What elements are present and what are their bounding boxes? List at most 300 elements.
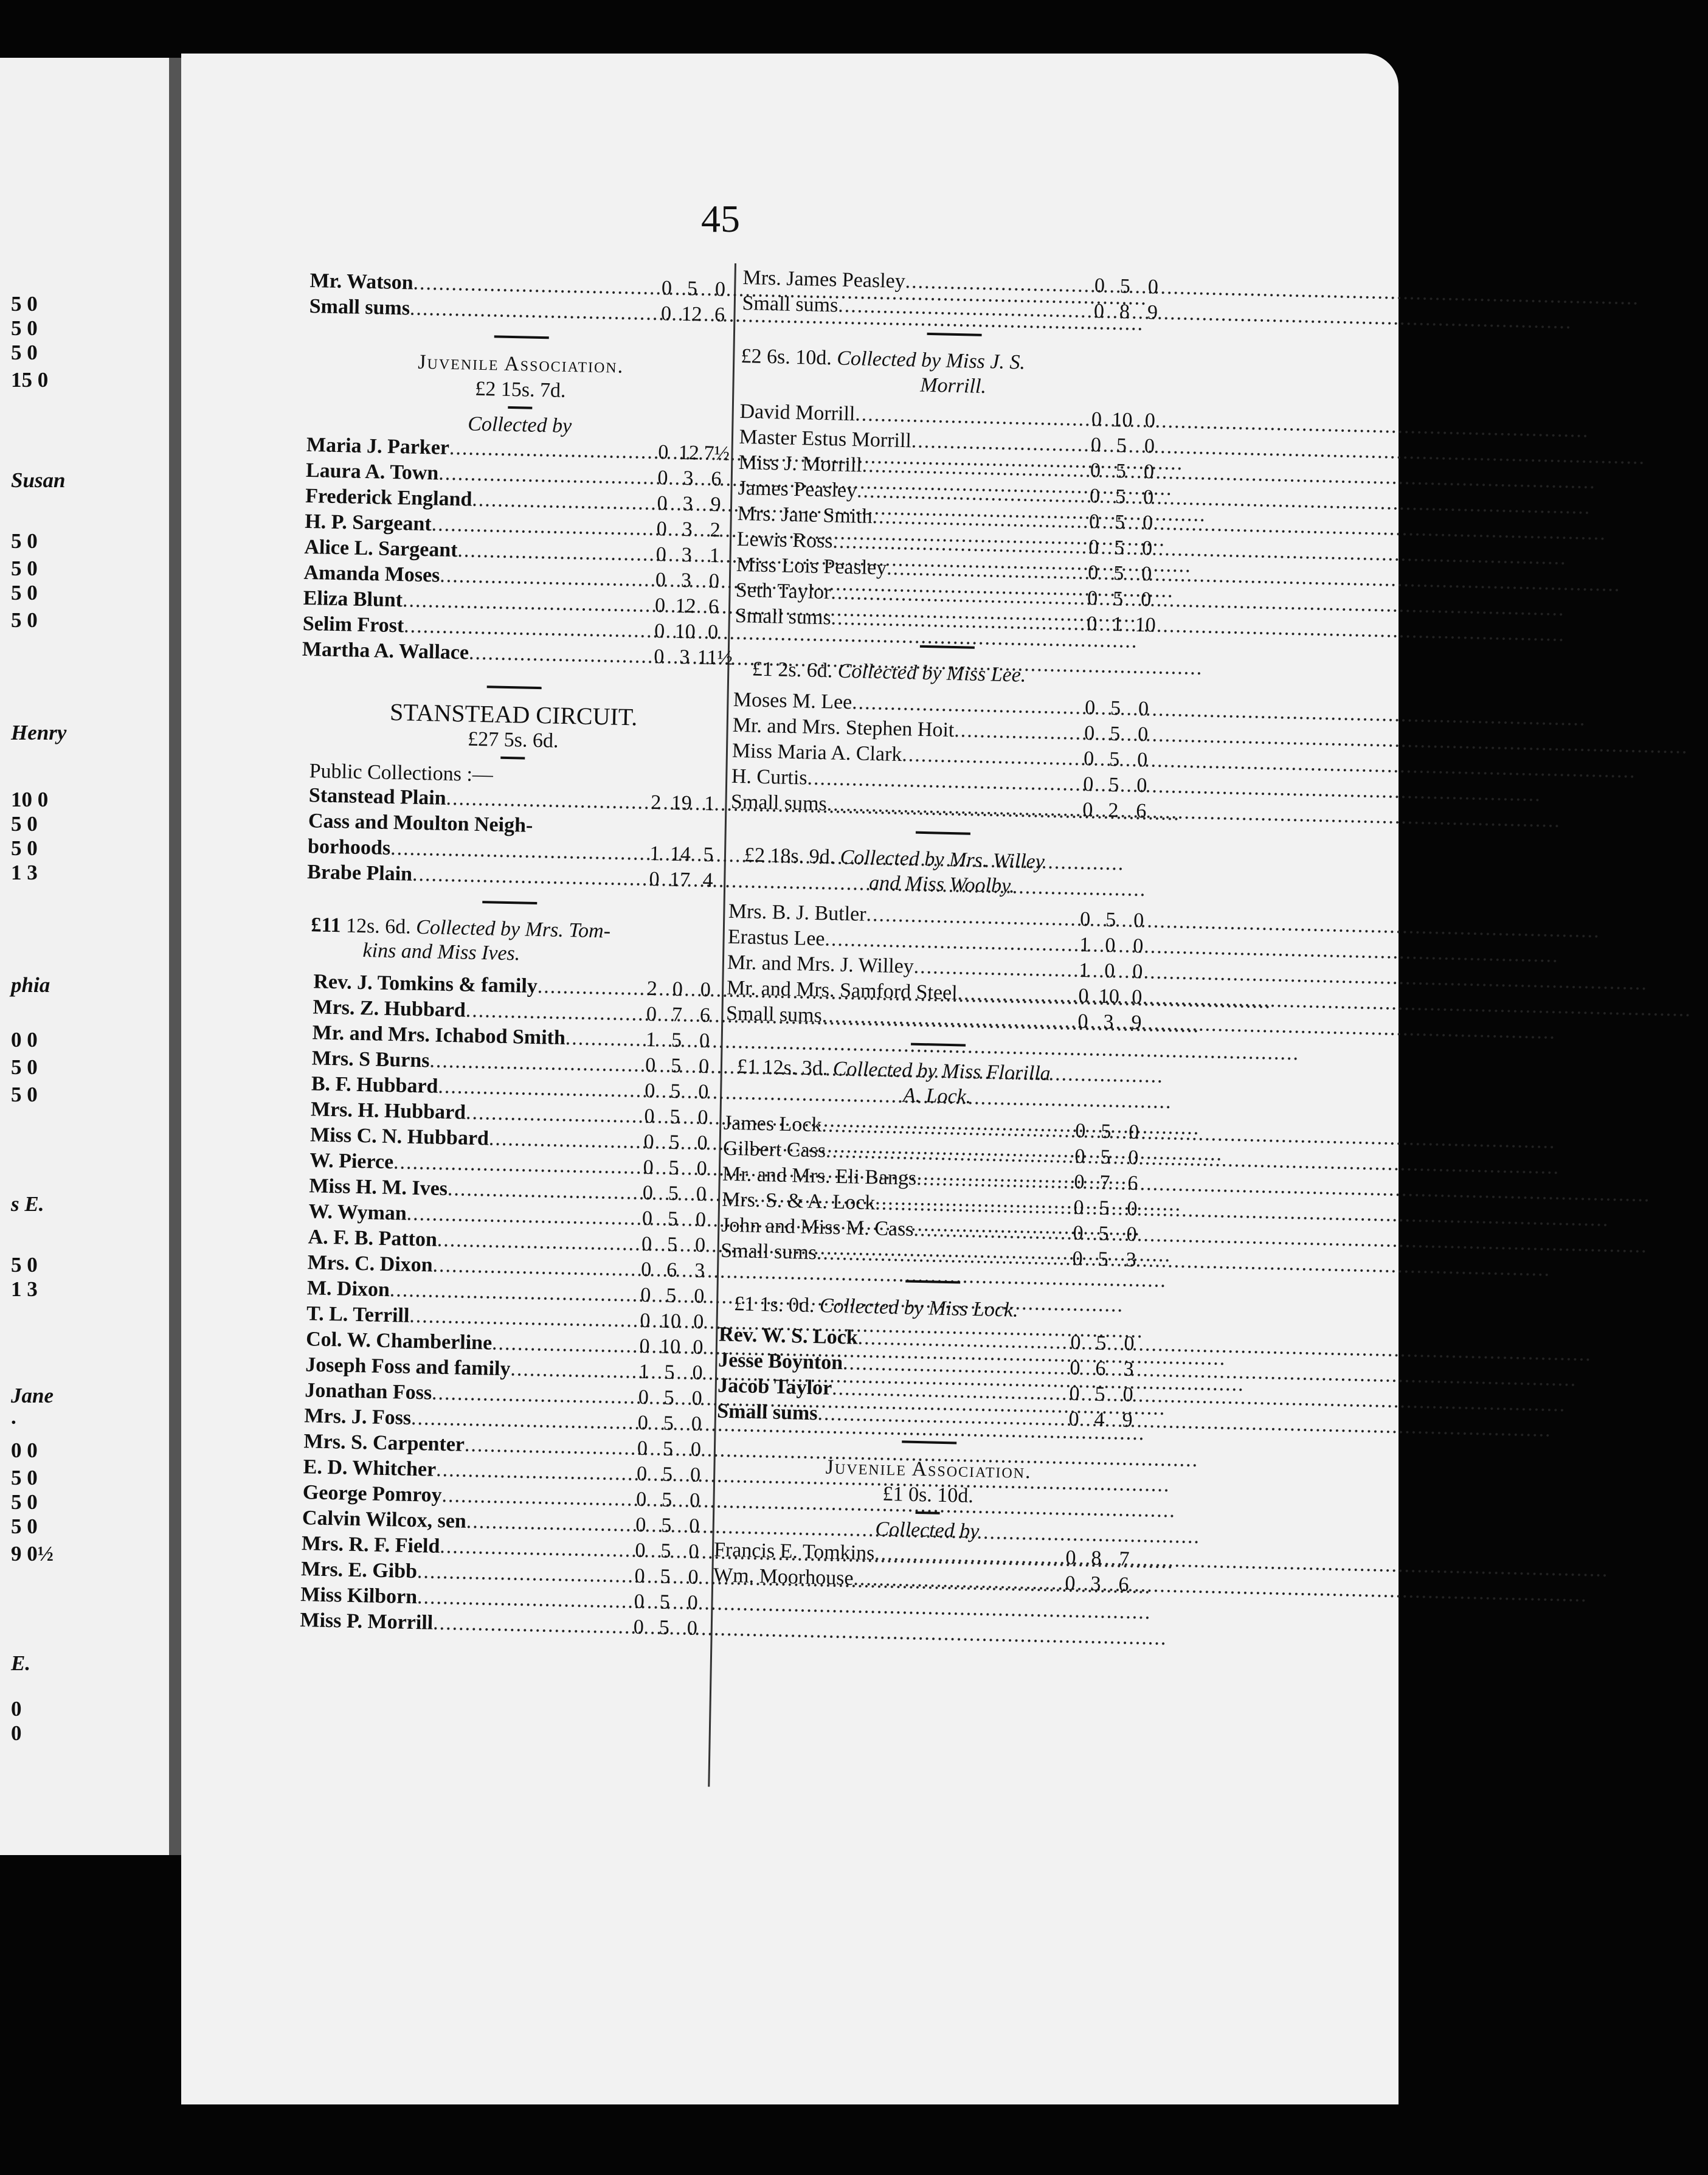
amount-pence: 2 — [710, 518, 721, 542]
amount-pounds: 0 — [636, 1462, 648, 1486]
amount-pounds: 0 — [637, 1437, 648, 1460]
amount-pence: 0 — [697, 1080, 709, 1104]
left-top-list — [309, 269, 736, 330]
amount-pounds: 0 — [642, 1181, 654, 1205]
contributor-name: B. F. Hubbard — [311, 1072, 438, 1098]
contributor-name: Erastus Lee — [727, 925, 825, 951]
amount-shillings: 5 — [1115, 485, 1126, 508]
amount-pence: 4 — [702, 869, 713, 892]
lee-amount: £1 2s. 6d. — [752, 657, 833, 682]
contributor-name: Mrs. J. Foss — [304, 1404, 412, 1429]
contributor-name: Mrs. Jane Smith — [737, 502, 873, 528]
contributor-name: Small sums — [730, 790, 828, 816]
amount-pounds: 0 — [654, 594, 666, 617]
short-rule — [916, 1511, 940, 1514]
amount-pence: 0 — [691, 1387, 703, 1410]
amount-shillings: 5 — [669, 1080, 681, 1103]
amount-pounds: 0 — [1084, 696, 1096, 720]
amount-pounds: 0 — [1090, 459, 1101, 482]
contributor-name: Amanda Moses — [303, 561, 440, 587]
amount-pence: 0 — [688, 1540, 699, 1563]
contributor-name: James Lock — [723, 1111, 822, 1137]
leader-dots — [446, 787, 643, 814]
left-page-fragment: Henry — [11, 721, 67, 744]
juvenile-total: £2 15s. 7d. — [474, 377, 566, 402]
amount-pence: 9 — [710, 493, 721, 516]
collected-by-label: Collected by — [467, 412, 572, 438]
public-collections-label: Public Collections :— — [309, 760, 494, 786]
amount-pence: 0 — [1136, 748, 1148, 772]
amount-pence: 0 — [1128, 1146, 1139, 1170]
leader-dots — [436, 1459, 629, 1486]
contributor-name: Calvin Wilcox, sen — [302, 1507, 467, 1533]
left-page-fragment: 0 — [11, 1697, 22, 1721]
amount-pounds: 0 — [1072, 1247, 1084, 1271]
left-page-fragment: 5 0 — [11, 292, 38, 316]
amount-pounds: 0 — [653, 645, 665, 668]
left-page-fragment: 0 — [11, 1721, 22, 1745]
lee-list — [730, 689, 1159, 826]
amount-shillings: 10 — [674, 620, 696, 643]
leader-dots — [857, 479, 1082, 507]
amount-pence: 6 — [699, 1004, 711, 1027]
left-page-fragment: . — [11, 1405, 16, 1429]
leader-dots — [838, 294, 1087, 323]
amount-shillings: 5 — [1113, 561, 1124, 585]
amount-pounds: 0 — [643, 1130, 654, 1154]
contributor-name: Moses M. Lee — [733, 688, 852, 714]
contributor-name: Small sums — [716, 1400, 818, 1425]
amount-shillings: 5 — [1100, 1120, 1112, 1143]
amount-pence: 0 — [1144, 409, 1156, 432]
amount-pence: 0 — [687, 1591, 699, 1614]
amount-pence: 0 — [1131, 985, 1143, 1009]
amount-pounds: 0 — [637, 1411, 649, 1435]
contributor-name: Seth Taylor — [735, 578, 831, 604]
amount-shillings: 5 — [669, 1131, 680, 1154]
section-rule — [911, 1043, 966, 1047]
amount-pounds: 0 — [1079, 907, 1091, 931]
amount-pence: 1 — [704, 792, 715, 816]
amount-shillings: 5 — [660, 1514, 672, 1537]
contributor-name: Jesse Boynton — [717, 1348, 843, 1375]
leader-dots — [916, 1167, 1067, 1194]
leader-dots — [432, 1382, 631, 1409]
left-page-fragment: 5 0 — [11, 1466, 38, 1490]
contributor-name: Selim Frost — [302, 612, 404, 637]
amount-shillings: 2 — [1107, 799, 1119, 822]
amount-pence: 7 — [1119, 1547, 1130, 1570]
amount-shillings: 6 — [1095, 1357, 1106, 1380]
leader-dots — [489, 1127, 637, 1153]
leader-dots — [393, 1151, 636, 1179]
amount-shillings: 5 — [667, 1207, 679, 1231]
amount-pounds: 0 — [641, 1232, 652, 1256]
amount-pounds: 1 — [645, 1028, 657, 1052]
amount-pounds: 0 — [633, 1615, 645, 1639]
contributor-name: Cass and Moulton Neigh- — [308, 810, 533, 837]
amount-shillings: 5 — [686, 277, 698, 300]
left-page-fragment: 1 3 — [11, 861, 38, 884]
contributor-name: Col. W. Chamberline — [305, 1328, 493, 1355]
leader-dots — [466, 1101, 637, 1128]
section-rule — [927, 333, 982, 336]
amount-shillings: 5 — [669, 1105, 680, 1129]
contributor-name: Small sums — [309, 294, 410, 320]
juvenile-list-2 — [713, 1538, 1140, 1599]
amount-pence: 0 — [696, 1182, 707, 1205]
contributor-name: Miss C. N. Hubbard — [309, 1123, 489, 1150]
amount-shillings: 5 — [1094, 1382, 1105, 1406]
leader-dots — [410, 297, 654, 325]
left-page-fragment: 5 0 — [11, 608, 38, 632]
amount-shillings: 5 — [1105, 908, 1116, 932]
contributor-name: Lewis Ross — [736, 527, 833, 553]
section-rule — [920, 645, 975, 649]
section-rule — [482, 901, 537, 904]
contributor-name: Eliza Blunt — [303, 586, 403, 612]
tomkins-list — [282, 970, 721, 1643]
amount-pounds: 0 — [646, 1002, 657, 1026]
amount-shillings: 5 — [1098, 1222, 1109, 1246]
amount-pence: 5 — [703, 843, 714, 867]
lock-collected-by: Collected by Miss Lock. — [819, 1294, 1019, 1322]
amount-pounds: 0 — [1088, 536, 1099, 559]
amount-pence: 0 — [689, 1489, 700, 1512]
left-page-fragment: Jane — [11, 1384, 54, 1407]
lee-heading — [734, 657, 1160, 691]
contributor-name: Miss Lois Peasley — [736, 553, 887, 580]
left-page-fragment: 5 0 — [11, 529, 38, 553]
collected-by-label-2: Collected by — [875, 1518, 980, 1543]
contributor-name: Master Estus Morrill — [739, 425, 912, 453]
amount-pounds: 0 — [1087, 561, 1099, 585]
florilla-list — [721, 1112, 1150, 1275]
left-page-fragment: Susan — [11, 468, 66, 492]
amount-shillings: 10 — [1098, 985, 1120, 1008]
amount-pounds: 1 — [649, 842, 660, 865]
leader-dots — [957, 982, 1071, 1007]
amount-shillings: 5 — [1113, 536, 1125, 560]
amount-pounds: 0 — [1065, 1572, 1076, 1595]
amount-shillings: 10 — [660, 1310, 682, 1333]
amount-shillings: 4 — [1094, 1408, 1105, 1431]
section-rule — [487, 685, 542, 689]
amount-pence: 0 — [714, 277, 726, 301]
amount-shillings: 12 — [675, 594, 696, 618]
amount-pounds: 0 — [1082, 798, 1093, 822]
contributor-name: Jonathan Foss — [305, 1379, 432, 1404]
amount-shillings: 5 — [1099, 1196, 1110, 1220]
amount-pence: 0 — [695, 1208, 707, 1231]
amount-shillings: 5 — [1108, 748, 1120, 771]
amount-pounds: 0 — [657, 441, 669, 464]
amount-pence: 0 — [708, 569, 720, 593]
short-rule — [508, 406, 532, 409]
left-page-fragment: 15 0 — [11, 368, 49, 392]
left-page-fragment: 5 0 — [11, 1055, 38, 1079]
amount-shillings: 5 — [662, 1463, 673, 1486]
leader-dots — [853, 1567, 1057, 1595]
contributor-name: Rev. W. S. Lock — [718, 1323, 859, 1349]
amount-pence: 0 — [691, 1412, 702, 1435]
amount-shillings: 0 — [1104, 934, 1116, 957]
juvenile-association-title-2: Juvenile Association. — [825, 1455, 1032, 1483]
leader-dots — [403, 589, 648, 617]
contributor-name: Mr. and Mrs. Ichabod Smith — [312, 1021, 566, 1050]
leader-dots — [390, 837, 643, 865]
amount-shillings: 5 — [1108, 773, 1119, 797]
lock-amount: £1 1s. 0d. — [733, 1292, 815, 1317]
contributor-name: Mrs. R. F. Field — [301, 1532, 440, 1558]
left-page-fragment: 10 0 — [11, 788, 49, 811]
leader-dots — [911, 429, 1083, 456]
willey-list — [726, 900, 1155, 1038]
amount-pence: 0 — [698, 1055, 710, 1078]
amount-pence: 0 — [699, 1029, 710, 1053]
amount-shillings: 3 — [683, 467, 694, 490]
left-page-fragment: 5 0 — [11, 836, 38, 860]
leader-dots — [905, 270, 1087, 297]
book-gutter — [169, 58, 181, 1855]
contributor-name: Miss Maria A. Clark — [731, 739, 902, 766]
leader-dots — [465, 1434, 630, 1460]
contributor-name: Mr. and Mrs. Eli Bangs — [722, 1162, 917, 1190]
amount-pence: 6 — [1118, 1573, 1129, 1596]
amount-pounds: 0 — [1069, 1382, 1080, 1406]
left-page-fragment: 1 3 — [11, 1277, 38, 1301]
contributor-name: Mrs. H. Hubbard — [310, 1098, 466, 1124]
tomkins-amount-rest: 12s. 6d. — [345, 914, 412, 938]
leader-dots — [472, 488, 649, 515]
tomkins-collected-by: Collected by Mrs. Tom- — [415, 915, 611, 943]
amount-pounds: 0 — [1070, 1356, 1080, 1380]
amount-pence: 0 — [1144, 435, 1155, 458]
amount-pence: 0 — [1126, 1223, 1137, 1246]
contributor-name: Mrs. S. Carpenter — [303, 1430, 465, 1456]
contributor-name: Gilbert Cass — [722, 1137, 826, 1162]
amount-pence: 0 — [1133, 909, 1144, 932]
amount-pounds: 0 — [644, 1105, 655, 1128]
contributor-name: T. L. Terrill — [306, 1302, 410, 1327]
public-collections-list — [297, 784, 725, 895]
amount-shillings: 17 — [669, 868, 691, 892]
contributor-name: E. D. Whitcher — [303, 1455, 437, 1481]
leader-dots — [457, 539, 649, 566]
leader-dots — [866, 903, 1073, 931]
leader-dots — [438, 1075, 637, 1103]
amount-pounds: 2 — [646, 977, 658, 1001]
leader-dots — [821, 1004, 1070, 1033]
section-rule — [905, 1280, 960, 1283]
leader-dots — [510, 1358, 632, 1383]
amount-pounds: 0 — [635, 1488, 647, 1511]
amount-shillings: 19 — [671, 791, 693, 815]
willey-collected-by-cont: and Miss Woolby. — [868, 871, 1015, 898]
amount-shillings: 14 — [669, 842, 691, 866]
contributor-name: Mrs. James Peasley — [742, 266, 906, 293]
amount-pounds: 0 — [1091, 408, 1102, 431]
morrill-collected-by: Collected by Miss J. S. — [836, 347, 1026, 374]
lock-heading — [719, 1292, 1146, 1326]
contributor-name: Francis E. Tomkins — [713, 1538, 875, 1565]
amount-pounds: 0 — [661, 277, 672, 300]
contributor-name: Jacob Taylor — [717, 1374, 832, 1400]
amount-shillings: 5 — [1115, 459, 1127, 483]
amount-pounds: 0 — [634, 1564, 646, 1587]
left-page-fragment: 0 0 — [11, 1438, 38, 1462]
amount-pounds: 0 — [657, 467, 668, 490]
amount-pounds: 0 — [635, 1539, 646, 1563]
leader-dots — [389, 1278, 633, 1306]
amount-shillings: 5 — [1096, 1331, 1107, 1355]
leader-dots — [429, 1049, 638, 1077]
contributor-name: Mr. and Mrs. Stephen Hoit — [732, 713, 955, 742]
leader-dots — [406, 1202, 634, 1230]
amount-pounds: 0 — [1094, 274, 1105, 297]
leader-dots — [433, 1612, 626, 1639]
morrill-list — [735, 400, 1165, 640]
amount-pence: 0 — [1128, 1120, 1139, 1144]
leader-dots — [817, 1241, 1065, 1270]
amount-pounds: 0 — [639, 1334, 650, 1358]
leader-dots — [469, 642, 647, 668]
amount-pence: 10 — [1135, 613, 1157, 637]
leader-dots — [449, 437, 651, 464]
florilla-collected-by-cont: A. Lock. — [902, 1084, 972, 1108]
contributor-name: A. F. B. Patton — [308, 1226, 438, 1251]
amount-pence: 0 — [1137, 723, 1149, 746]
adjacent-page-fragment — [0, 58, 169, 1855]
amount-pounds: 0 — [656, 518, 668, 541]
contributor-name: Small sums — [725, 1002, 823, 1027]
leader-dots — [440, 564, 648, 592]
amount-shillings: 0 — [672, 977, 683, 1001]
amount-pence: 3 — [1123, 1358, 1134, 1381]
contributor-name: Wm. Moorhouse — [713, 1564, 854, 1590]
contributor-name: Mrs. S Burns — [311, 1047, 430, 1072]
contributor-name: Maria J. Parker — [306, 433, 450, 459]
leader-dots — [831, 581, 1080, 609]
contributor-name: Mrs. C. Dixon — [307, 1251, 434, 1277]
contributor-name: Small sums — [720, 1239, 817, 1264]
amount-pence: 9 — [1122, 1409, 1133, 1432]
amount-pounds: 0 — [1078, 984, 1089, 1008]
morrill-collected-by-cont: Morrill. — [919, 373, 987, 398]
leader-dots — [432, 1254, 634, 1282]
amount-pounds: 0 — [1074, 1145, 1085, 1168]
amount-pounds: 0 — [655, 569, 666, 592]
section-rule — [916, 831, 970, 835]
amount-shillings: 12 — [678, 441, 700, 465]
amount-shillings: 5 — [1098, 1247, 1109, 1271]
amount-pence: 0 — [1124, 1332, 1135, 1356]
amount-pence: 0 — [688, 1514, 700, 1538]
amount-pence: 0 — [693, 1285, 705, 1308]
leader-dots — [448, 1178, 635, 1204]
short-rule — [500, 757, 525, 760]
leader-dots — [902, 743, 1076, 770]
lock-list — [717, 1323, 1145, 1435]
amount-pounds: 0 — [1086, 612, 1098, 636]
contributor-name: Laura A. Town — [305, 459, 439, 485]
section-rule — [902, 1440, 956, 1444]
contributor-name: James Peasley — [738, 476, 857, 502]
amount-pence: 0 — [688, 1566, 699, 1589]
tomkins-collected-by-cont: kins and Miss Ives. — [362, 939, 520, 965]
amount-pounds: 0 — [640, 1283, 651, 1307]
amount-pounds: 0 — [645, 1053, 656, 1077]
leader-dots — [887, 557, 1080, 584]
amount-pounds: 0 — [1068, 1407, 1080, 1431]
amount-pounds: 0 — [641, 1207, 653, 1230]
contributor-name: Rev. J. Tomkins & family — [313, 970, 538, 998]
contributor-name: Martha A. Wallace — [302, 637, 469, 664]
amount-pounds: 0 — [634, 1590, 645, 1613]
amount-pence: 0 — [700, 978, 711, 1002]
page-45 — [181, 54, 1399, 2104]
amount-pence: 3 — [1125, 1248, 1137, 1272]
contributor-name: David Morrill — [739, 400, 856, 426]
amount-pounds: 0 — [1074, 1170, 1085, 1194]
amount-shillings: 5 — [663, 1386, 675, 1409]
amount-pence: 0 — [697, 1106, 708, 1129]
amount-pounds: 0 — [1073, 1196, 1084, 1219]
amount-shillings: 5 — [659, 1616, 670, 1639]
contributor-name: W. Pierce — [309, 1149, 394, 1174]
amount-pounds: 0 — [640, 1258, 652, 1282]
leader-dots — [874, 1542, 1059, 1569]
amount-pence: 0 — [690, 1463, 701, 1486]
left-page-fragment: 5 0 — [11, 1490, 38, 1514]
amount-shillings: 3 — [681, 543, 693, 567]
amount-shillings: 5 — [664, 1361, 676, 1384]
leader-dots — [431, 513, 649, 540]
amount-shillings: 6 — [666, 1258, 677, 1282]
contributor-name: Mrs. Z. Hubbard — [313, 996, 466, 1022]
amount-pounds: 0 — [643, 1156, 654, 1179]
left-page-fragment: 5 0 — [11, 557, 38, 580]
leader-dots — [437, 1229, 634, 1256]
leader-dots — [441, 1484, 629, 1511]
contributor-name: Miss J. Morrill — [738, 451, 863, 477]
amount-pounds: 0 — [1090, 434, 1102, 457]
leader-dots — [413, 272, 654, 300]
amount-pence: 0 — [686, 1617, 698, 1640]
contributor-name: borhoods — [307, 835, 391, 859]
left-page-fragment: 5 0 — [11, 1083, 38, 1106]
left-page-fragment: 0 0 — [11, 1028, 38, 1052]
contributor-name: Mr. Watson — [309, 269, 414, 294]
amount-pounds: 0 — [1087, 586, 1098, 610]
amount-shillings: 3 — [682, 492, 693, 516]
leader-dots — [565, 1027, 638, 1051]
amount-pence: 0 — [707, 620, 719, 644]
amount-shillings: 5 — [662, 1437, 674, 1460]
amount-shillings: 7 — [1099, 1171, 1110, 1195]
left-page-fragment: 9 0½ — [11, 1542, 54, 1566]
contributor-name: Miss Kilborn — [300, 1583, 418, 1609]
willey-collected-by: Collected by Mrs. Willey — [840, 845, 1045, 873]
amount-pence: 0 — [697, 1131, 708, 1154]
juvenile-list — [302, 434, 732, 673]
amount-pence: 6 — [1135, 799, 1147, 823]
amount-pence: 0 — [1147, 276, 1159, 299]
amount-pounds: 0 — [1088, 510, 1100, 533]
amount-pounds: 0 — [1065, 1546, 1076, 1569]
amount-pounds: 0 — [660, 302, 672, 325]
amount-pounds: 0 — [655, 543, 667, 566]
